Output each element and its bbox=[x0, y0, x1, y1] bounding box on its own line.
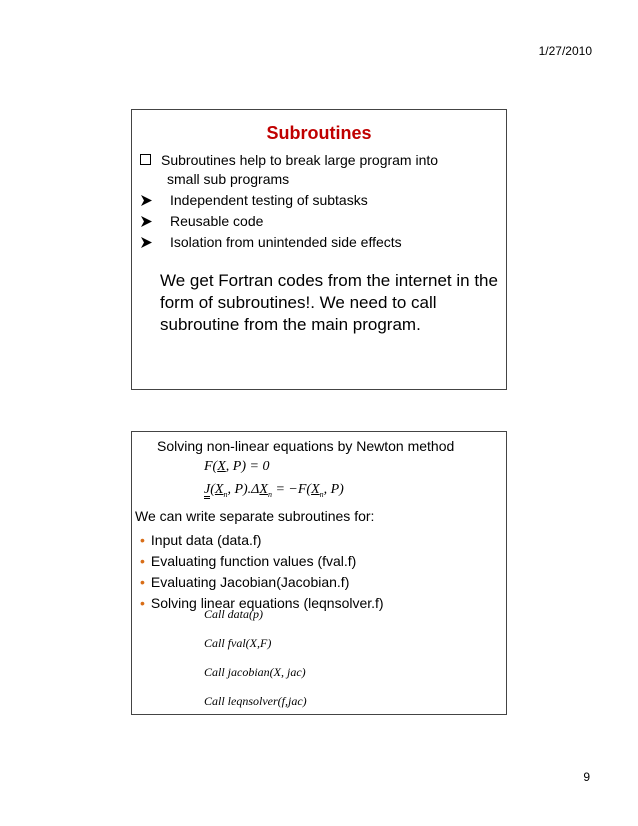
checkbox-bullet-icon bbox=[140, 154, 151, 165]
sub-bullet-text: Isolation from unintended side effects bbox=[170, 234, 402, 250]
list-item-text: Input data (data.f) bbox=[150, 532, 262, 548]
subroutine-intro: We can write separate subroutines for: bbox=[135, 508, 375, 524]
slide-title: Subroutines bbox=[266, 123, 372, 143]
call-line: Call jacobian(X, jac) bbox=[204, 665, 306, 679]
arrow-bullet-icon bbox=[140, 194, 153, 207]
main-bullet-line1: Subroutines help to break large program into bbox=[161, 152, 439, 168]
arrow-bullet-icon bbox=[140, 215, 153, 228]
slide-heading: Solving non-linear equations by Newton method bbox=[157, 438, 455, 454]
sub-bullet-text: Reusable code bbox=[170, 213, 264, 229]
slide-newton-method bbox=[131, 431, 507, 715]
call-line: Call fval(X,F) bbox=[204, 636, 272, 650]
call-statements bbox=[204, 607, 307, 723]
bullet-dot-icon: • bbox=[140, 532, 145, 548]
sub-bullet-item bbox=[140, 211, 402, 232]
sub-bullet-text: Independent testing of subtasks bbox=[170, 192, 368, 208]
page-number: 9 bbox=[583, 770, 590, 784]
sub-bullet-list bbox=[140, 190, 402, 253]
list-item bbox=[140, 551, 384, 572]
arrow-bullet-icon bbox=[140, 236, 153, 249]
list-item-text: Evaluating Jacobian(Jacobian.f) bbox=[150, 574, 350, 590]
bullet-dot-icon: • bbox=[140, 595, 145, 611]
header-date: 1/27/2010 bbox=[538, 44, 592, 58]
sub-bullet-item bbox=[140, 232, 402, 253]
equation-newton-step: $J(X_n$, $P).\Delta X_n = -F(X_n$, P) bbox=[204, 482, 344, 499]
sub-bullet-item bbox=[140, 190, 402, 211]
call-line: Call leqnsolver(f,jac) bbox=[204, 694, 307, 708]
call-line: Call data(p) bbox=[204, 607, 263, 621]
main-bullet-line2: small sub programs bbox=[167, 171, 290, 187]
subroutine-list bbox=[140, 530, 384, 614]
equation-residual: F(X, P) = 0 bbox=[204, 459, 270, 474]
bullet-dot-icon: • bbox=[140, 574, 145, 590]
list-item bbox=[140, 572, 384, 593]
slide-paragraph: We get Fortran codes from the internet in the form of subroutines!. We need to call subroutine from the main program. bbox=[160, 271, 498, 334]
list-item-text: Evaluating function values (fval.f) bbox=[150, 553, 357, 569]
main-bullet bbox=[140, 151, 490, 189]
bullet-dot-icon: • bbox=[140, 553, 145, 569]
slide-subroutines bbox=[131, 109, 507, 390]
list-item bbox=[140, 530, 384, 551]
list-item-text: Solving linear equations (leqnsolver.f) bbox=[150, 595, 384, 611]
